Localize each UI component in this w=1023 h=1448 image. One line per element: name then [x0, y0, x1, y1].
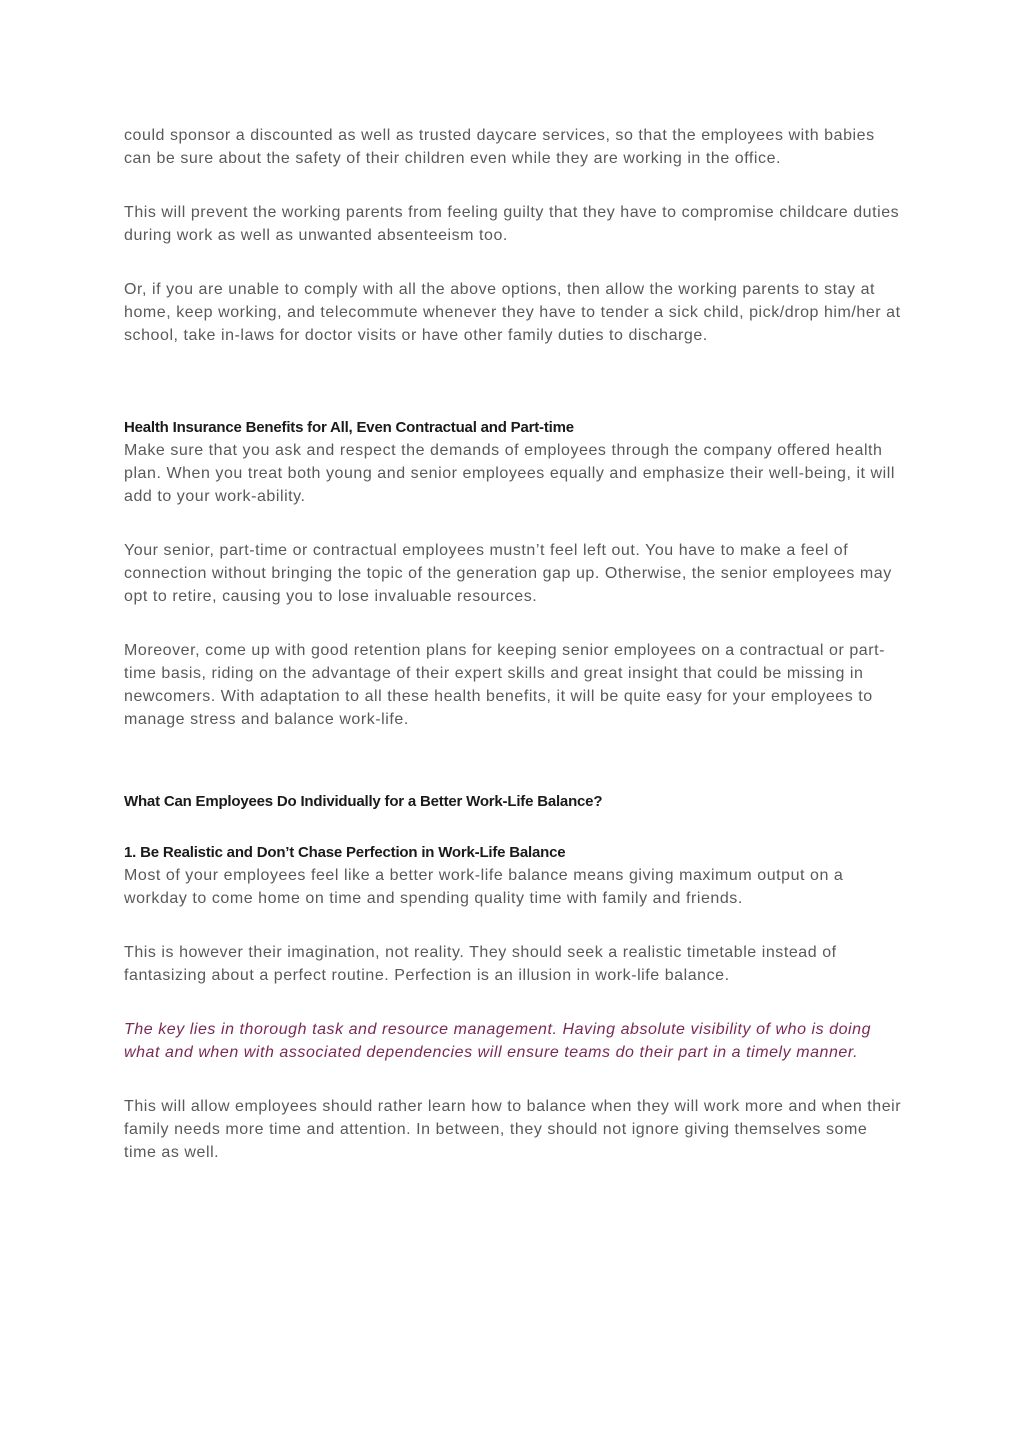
heading-health-insurance: Health Insurance Benefits for All, Even Contractual and Part-time — [124, 419, 574, 436]
quote-task-management: The key lies in thorough task and resource management. Having absolute visibility of who is doing what and when with associated dependencies will ensure teams do their part in a timely manner. — [124, 1021, 872, 1061]
paragraph-senior-employees: Your senior, part-time or contractual employees mustn’t feel left out. You have to make a feel of connection without bringing the topic of the generation gap up. Otherwise, the senior employees may opt to retire, causing you to lose invaluable resources. — [124, 542, 892, 605]
paragraph-health-plan: Make sure that you ask and respect the demands of employees through the company offered health plan. When you treat both young and senior employees equally and emphasize their well-being, it will add to your work-ability. — [124, 442, 895, 505]
paragraph-work-life-means: Most of your employees feel like a better work-life balance means giving maximum output on a workday to come home on time and spending quality time with family and friends. — [124, 867, 844, 907]
paragraph-imagination: This is however their imagination, not reality. They should seek a realistic timetable instead of fantasizing about a perfect routine. Perfection is an illusion in work-life balance. — [124, 944, 837, 984]
document-page — [124, 124, 904, 1164]
paragraph-prevent-guilt: This will prevent the working parents from feeling guilty that they have to compromise childcare duties during work as well as unwanted absenteeism too. — [124, 204, 900, 244]
heading-employees-individually: What Can Employees Do Individually for a Better Work-Life Balance? — [124, 793, 603, 810]
heading-be-realistic: 1. Be Realistic and Don’t Chase Perfection in Work-Life Balance — [124, 844, 566, 861]
paragraph-balance-time: This will allow employees should rather learn how to balance when they will work more and when their family needs more time and attention. In between, they should not ignore giving themselves some time as well. — [124, 1098, 902, 1161]
paragraph-daycare: could sponsor a discounted as well as trusted daycare services, so that the employees with babies can be sure about the safety of their children even while they are working in the office. — [124, 127, 875, 167]
paragraph-retention-plans: Moreover, come up with good retention plans for keeping senior employees on a contractual or part-time basis, riding on the advantage of their expert skills and great insight that could be missing in newcomers. With adaptation to all these health benefits, it will be quite easy for your employees to manage stress and balance work-life. — [124, 642, 885, 728]
paragraph-telecommute: Or, if you are unable to comply with all the above options, then allow the working parents to stay at home, keep working, and telecommute whenever they have to tender a sick child, pick/drop him/her at school, take in-laws for doctor visits or have other family duties to discharge. — [124, 281, 901, 344]
